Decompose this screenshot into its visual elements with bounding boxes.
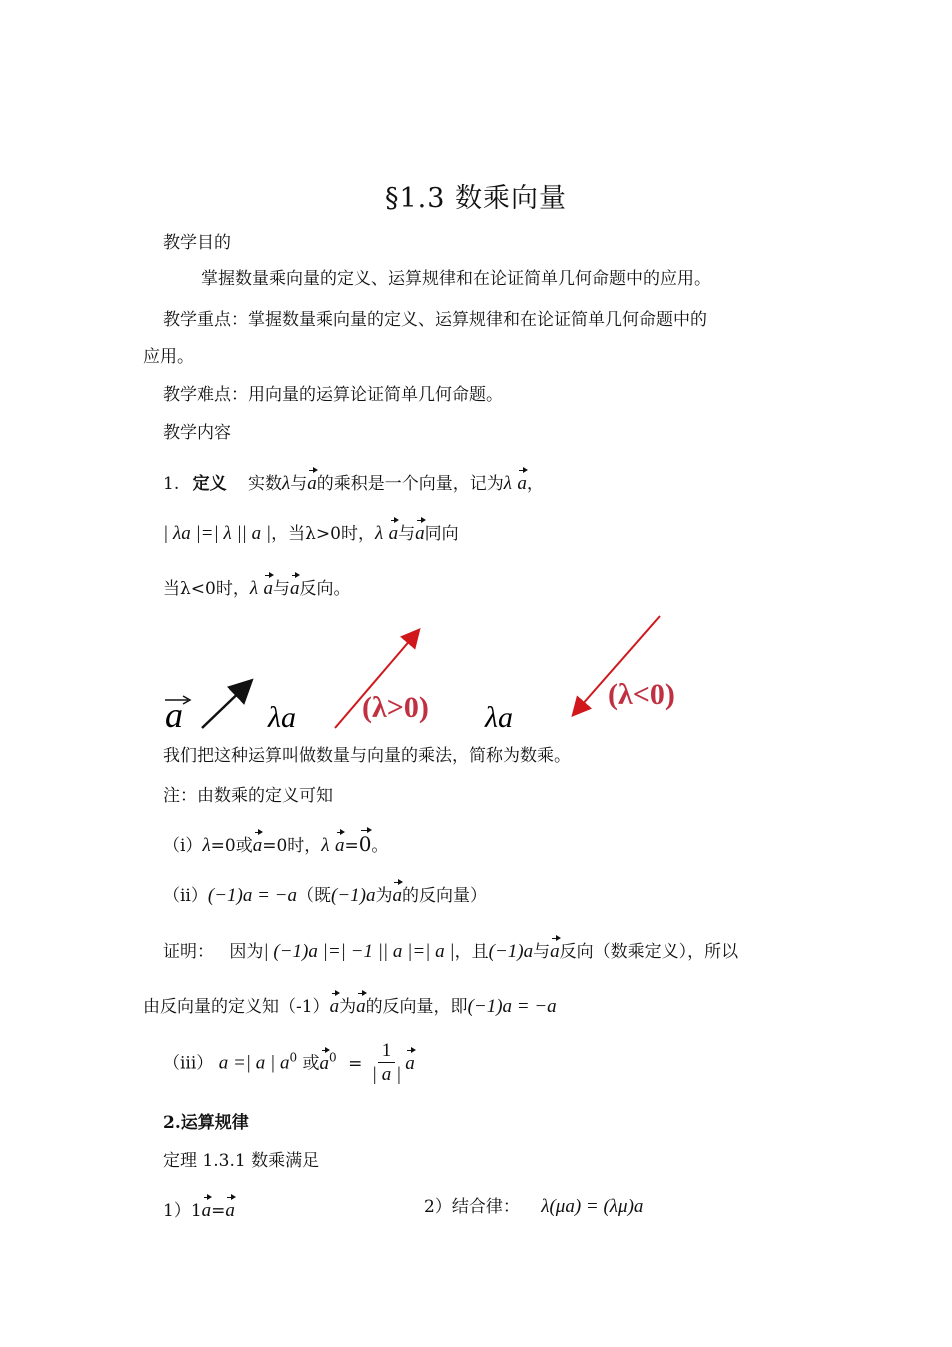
equals-sign: = (211, 1201, 226, 1221)
or-text: 或 (235, 836, 253, 856)
rule-1 (163, 1200, 235, 1222)
rule-2 (424, 1196, 643, 1218)
unit-vector-lhs: a =| a | a (218, 1052, 290, 1074)
vector-a: a (550, 941, 560, 962)
and-clause: ，且 (454, 942, 489, 962)
figure-lambda-a-label-2: λa (485, 701, 513, 734)
proof-abs-expression: | (−1)a |=| −1 || a |=| a | (263, 941, 455, 962)
lambda-symbol: λ (282, 473, 291, 494)
theorem-text: 定理 1.3.1 数乘满足 (163, 1151, 320, 1171)
aim-text: 掌握数量乘向量的定义、运算规律和在论证简单几何命题中的应用。 (201, 269, 711, 289)
equals-zero-2: =0 (262, 836, 288, 856)
fraction-denominator: | a | (371, 1064, 402, 1085)
proof-line2-a: 由反向量的定义知（-1） (143, 997, 330, 1017)
superscript-zero: 0 (329, 1050, 337, 1065)
lambda-symbol: λ (249, 578, 259, 599)
equals-zero: =0 (210, 836, 236, 856)
period: 。 (371, 836, 389, 856)
definition-line1 (163, 473, 544, 495)
fraction (372, 1040, 401, 1087)
lambda-symbol: λ (374, 523, 384, 544)
lambda-positive-label: (λ>0) (362, 691, 429, 724)
neg-one-a: (−1)a (331, 885, 376, 906)
is-text: 为 (339, 997, 357, 1017)
superscript-zero: 0 (289, 1050, 298, 1065)
comma: ， (526, 474, 544, 494)
note-i-number: （i） (163, 836, 203, 856)
lambda-symbol: λ (202, 835, 211, 856)
zero-vector: 0 (358, 832, 372, 856)
vector-a: a (329, 996, 340, 1017)
opposite-direction-text: 反向。 (299, 579, 351, 599)
rules-heading: 2.运算规律 (163, 1113, 249, 1133)
vector-a: a (517, 473, 527, 494)
lambda-negative-label: (λ<0) (608, 678, 675, 711)
scalar-multiplication-figure (150, 610, 710, 735)
vector-a: a (334, 835, 345, 856)
note-iii (163, 1040, 415, 1087)
abs-expression: | λa |=| λ || a | (163, 523, 272, 544)
vector-a: a (225, 1200, 235, 1221)
and-text: 与 (398, 524, 416, 544)
note-ii-tail: 的反向量） (401, 886, 487, 906)
is-text: 为 (375, 886, 393, 906)
figure-lambda-a-label: λa (268, 701, 296, 734)
vector-a: a (415, 523, 425, 544)
lambda-symbol: λ (503, 473, 513, 494)
proof-line2-b: 的反向量，即 (365, 997, 468, 1017)
note-ii (163, 885, 487, 907)
with-text: 与 (533, 942, 551, 962)
or-text: 或 (302, 1053, 320, 1074)
vector-a: a (319, 1052, 330, 1074)
associative-expression: λ(μa) = (λμ)a (541, 1196, 644, 1217)
because-text: 因为 (229, 942, 264, 962)
vector-a: a (405, 1052, 415, 1074)
proof-tail: 反向（数乘定义），所以 (559, 942, 739, 962)
fraction-numerator: 1 (378, 1040, 396, 1063)
definition-line3 (163, 578, 350, 600)
def-text-1: 实数 (248, 474, 283, 494)
page-title: §1.3 数乘向量 (385, 183, 568, 214)
neg-one-conclusion: (−1)a = −a (467, 996, 557, 1017)
definition-line2 (163, 523, 459, 545)
and-text: 与 (272, 579, 290, 599)
rule-2-label: 2）结合律： (424, 1197, 520, 1217)
lambda-symbol: λ (321, 835, 330, 856)
difficulty-text: 教学难点：用向量的运算论证简单几何命题。 (163, 385, 503, 405)
vector-a: a (388, 523, 399, 544)
note-heading: 注：由数乘的定义可知 (163, 786, 333, 806)
when-negative: 当λ<0时， (163, 579, 250, 599)
note-ii-number: （ii） (163, 886, 208, 906)
black-arrow (202, 682, 250, 728)
focus-line2: 应用。 (143, 347, 194, 367)
when-text: 时， (287, 836, 322, 856)
note-iii-number: （iii） (163, 1053, 214, 1074)
figure-a-label: a (165, 695, 183, 735)
equals-sign: = (344, 836, 359, 856)
when-positive: ，当λ>0时， (271, 524, 375, 544)
focus-line1: 教学重点：掌握数量乘向量的定义、运算规律和在论证简单几何命题中的 (163, 310, 707, 330)
def-label: 定义 (192, 474, 227, 494)
same-direction-text: 同向 (424, 524, 459, 544)
neg-one-expression: (−1)a = −a (207, 885, 297, 906)
vector-a: a (289, 578, 300, 599)
note-i (163, 833, 388, 857)
equals-sign: = (348, 1053, 363, 1074)
proof-line2 (143, 996, 557, 1018)
def-text-2: 的乘积是一个向量，记为 (316, 474, 504, 494)
vector-a: a (263, 578, 273, 599)
vector-a: a (307, 473, 317, 494)
vector-a: a (392, 885, 402, 906)
proof-label: 证明： (163, 942, 214, 962)
def-number: 1. (163, 474, 180, 494)
and-text: 与 (290, 474, 308, 494)
paren-open: （既 (297, 886, 331, 906)
aim-heading: 教学目的 (163, 233, 231, 253)
vector-a: a (252, 835, 263, 856)
rule-1-number: 1）1 (163, 1201, 202, 1221)
summary-text: 我们把这种运算叫做数量与向量的乘法，简称为数乘。 (163, 746, 571, 766)
proof-line1 (163, 941, 738, 963)
vector-a: a (201, 1200, 212, 1221)
neg-one-a: (−1)a (488, 941, 534, 962)
content-heading: 教学内容 (163, 423, 231, 443)
vector-a: a (356, 996, 366, 1017)
